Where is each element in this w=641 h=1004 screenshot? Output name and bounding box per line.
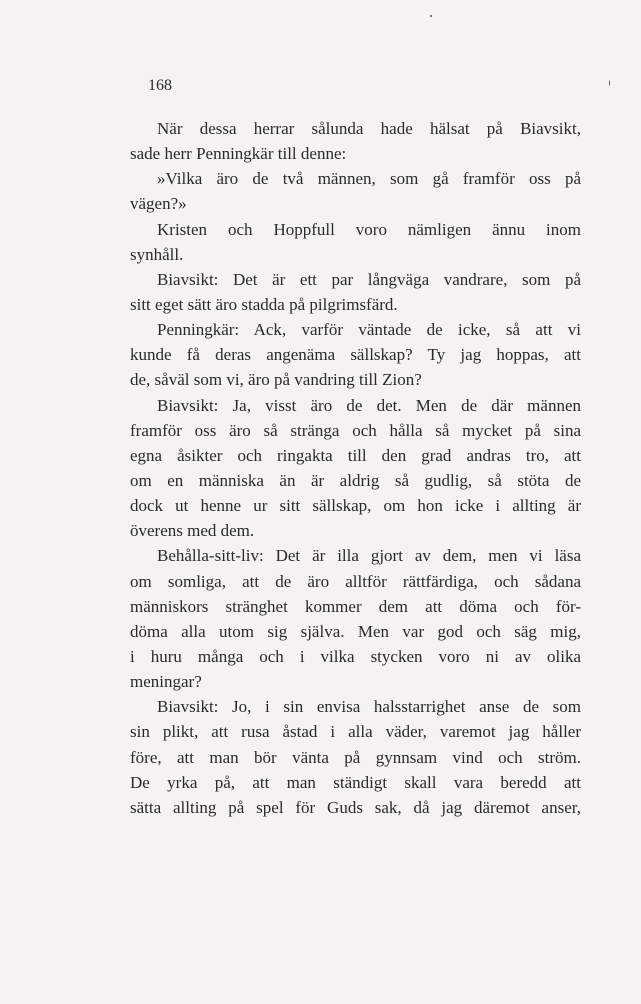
text-line: människors stränghet kommer dem att döma och för-: [130, 596, 581, 616]
text-line: synhåll.: [130, 244, 184, 264]
text-line: de, såväl som vi, äro på vandring till Zion?: [130, 370, 422, 390]
text-line: sade herr Penningkär till denne:: [130, 144, 347, 164]
text-line: »Vilka äro de två männen, som gå framför oss på: [157, 169, 581, 189]
page-number: 168: [148, 77, 172, 94]
scan-speck: [609, 80, 610, 86]
scan-speck: [430, 15, 432, 17]
text-line: sitt eget sätt äro stadda på pilgrimsfärd.: [130, 294, 398, 314]
text-line: Biavsikt: Jo, i sin envisa halsstarrighet anse de som: [157, 697, 581, 717]
text-line: överens med dem.: [130, 521, 255, 541]
text-line: Biavsikt: Ja, visst äro de det. Men de där männen: [157, 395, 581, 415]
text-line: döma alla utom sig själva. Men var god och säg mig,: [130, 621, 581, 641]
text-line: Biavsikt: Det är ett par långväga vandrare, som på: [157, 269, 581, 289]
text-line: om somliga, att de äro alltför rättfärdiga, och sådana: [130, 571, 581, 591]
text-line: kunde få deras angenäma sällskap? Ty jag hoppas, att: [130, 345, 581, 365]
text-line: framför oss äro så stränga och hålla så mycket på sina: [130, 420, 581, 440]
text-line: Behålla-sitt-liv: Det är illa gjort av dem, men vi läsa: [157, 546, 581, 566]
text-line: sätta allting på spel för Guds sak, då jag däremot anser,: [130, 797, 581, 817]
text-line: vägen?»: [130, 194, 187, 214]
text-line: egna åsikter och ringakta till den grad andras tro, att: [130, 445, 581, 465]
text-line: före, att man bör vänta på gynnsam vind och ström.: [130, 747, 581, 767]
text-line: Kristen och Hoppfull voro nämligen ännu inom: [157, 219, 581, 239]
text-line: meningar?: [130, 672, 202, 692]
text-line: När dessa herrar sålunda hade hälsat på Biavsikt,: [157, 119, 581, 138]
text-line: dock ut henne ur sitt sällskap, om hon icke i allting är: [130, 496, 581, 516]
text-line: sin plikt, att rusa åstad i alla väder, varemot jag håller: [130, 722, 581, 742]
body-text: [130, 116, 581, 820]
text-line: i huru många och i vilka stycken voro ni av olika: [130, 646, 581, 666]
text-line: De yrka på, att man ständigt skall vara beredd att: [130, 772, 581, 792]
text-line: Penningkär: Ack, varför väntade de icke, så att vi: [157, 320, 581, 340]
text-line: om en människa än är aldrig så gudlig, så stöta de: [130, 470, 581, 490]
